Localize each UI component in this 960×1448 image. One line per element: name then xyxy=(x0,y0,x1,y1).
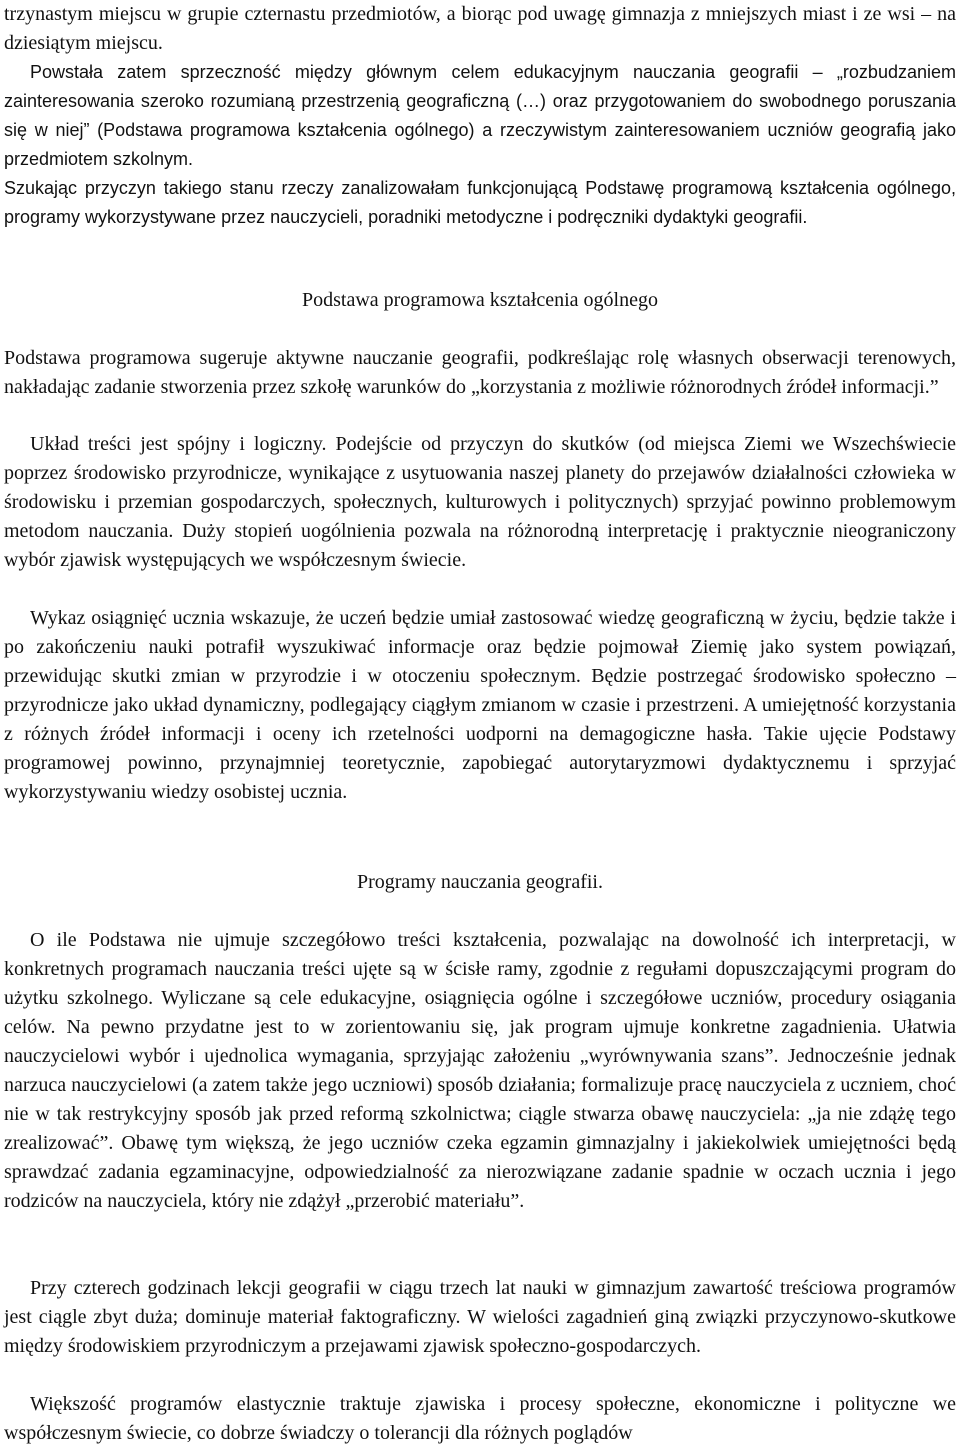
intro-paragraph-continuation: trzynastym miejscu w grupie czternastu przedmiotów, a biorąc pod uwagę gimnazja z mniejszych miast i ze wsi – na dziesiątym miejscu. xyxy=(4,3,956,54)
intro-paragraph-contradiction: Powstała zatem sprzeczność między głównym celem edukacyjnym nauczania geografii – „rozbudzaniem zainteresowania szeroko rozumianą przestrzenią geograficzną (…) oraz przygotowaniem do swobodnego poruszania się w niej” (Podstawa programowa kształcenia ogólnego) a rzeczywistym zainteresowaniem uczniów geografią jako przedmiotem szkolnym. xyxy=(4,62,956,169)
programy-paragraph-1: O ile Podstawa nie ujmuje szczegółowo treści kształcenia, pozwalając na dowolność ich interpretacji, w konkretnych programach nauczania treści ujęte są w ścisłe ramy, zgodnie z regułami dopuszczającymi program do użytku szkolnego. Wyliczane są cele edukacyjne, osiągnięcia ogólne i szczegółowe uczniów, procedury osiągania celów. Na pewno przydatne jest to w zorientowaniu się, jak program ujmuje konkretne zagadnienia. Ułatwia nauczycielowi wybór i ujednolica wymagania, sprzyjając założeniu „wyrównywania szans”. Jednocześnie jednak narzuca nauczycielowi (a zatem także jego uczniowi) sposób działania; formalizuje pracę nauczyciela z uczniem, choć nie w tak restrykcyjny sposób jak przed reformą szkolnictwa; ciągle stwarza obawę nauczyciela: „ja nie zdążę tego zrealizować”. Obawę tym większą, że jego uczniów czeka egzamin gimnazjalny i jakiekolwiek umiejętności będą sprawdzać zadania egzaminacyjne, odpowiedzialność za nierozwiązane zadanie spadnie w oczach ucznia i jego rodziców na nauczyciela, który nie zdążył „przerobić materiału”. xyxy=(4,929,956,1212)
podstawa-paragraph-2-lead: Układ treści jest spójny i logiczny. xyxy=(30,433,327,455)
intro-paragraph-analysis: Szukając przyczyn takiego stanu rzeczy zanalizowałam funkcjonującą Podstawę programową kształcenia ogólnego, programy wykorzystywane przez nauczycieli, poradniki metodyczne i podręczniki dydaktyki geografii. xyxy=(4,178,956,227)
podstawa-paragraph-1: Podstawa programowa sugeruje aktywne nauczanie geografii, podkreślając rolę własnych obserwacji terenowych, nakładając zadanie stworzenia przez szkołę warunków do „korzystania z możliwie różnorodnych źródeł informacji.” xyxy=(4,347,956,398)
programy-paragraph-2: Przy czterech godzinach lekcji geografii w ciągu trzech lat nauki w gimnazjum zawartość treściowa programów jest ciągle zbyt duża; dominuje materiał faktograficzny. W wielości zagadnień giną związki przyczynowo-skutkowe między środowiskiem przyrodniczym a przejawami zjawisk społeczno-gospodarczych. xyxy=(4,1277,956,1357)
section-heading-podstawa: Podstawa programowa kształcenia ogólnego xyxy=(301,289,658,311)
podstawa-paragraph-3: Wykaz osiągnięć ucznia wskazuje, że uczeń będzie umiał zastosować wiedzę geograficzną w życiu, będzie także i po zakończeniu nauki potrafił wyszukiwać informacje oraz będzie pojmował Ziemię jako system powiązań, przewidując skutki zmian w przyrodzie i w otoczeniu społecznym. Będzie postrzegać środowisko społeczno – przyrodnicze jako układ dynamiczny, podlegający ciągłym zmianom w czasie i przestrzeni. A umiejętność korzystania z różnych źródeł informacji i oceny ich rzetelności uodporni na demagogiczne hasła. Takie ujęcie Podstawy programowej powinno, przynajmniej teoretycznie, zapobiegać autorytaryzmowi dydaktycznemu i sprzyjać wykorzystywaniu wiedzy osobistej ucznia. xyxy=(4,607,956,803)
podstawa-paragraph-2 xyxy=(4,430,956,575)
programy-paragraph-3: Większość programów elastycznie traktuje zjawiska i procesy społeczne, ekonomiczne i polityczne we współczesnym świecie, co dobrze świadczy o tolerancji dla różnych poglądów xyxy=(4,1393,956,1444)
section-heading-programy: Programy nauczania geografii. xyxy=(356,871,603,893)
podstawa-paragraph-2-rest: Podejście od przyczyn do skutków (od miejsca Ziemi we Wszechświecie poprzez środowisko przyrodnicze, wynikające z usytuowania naszej planety do przejawów działalności człowieka w środowisku i przemian gospodarczych, społecznych, kulturowych i politycznych) sprzyjać powinno problemowym metodom nauczania. Duży stopień uogólnienia pozwala na różnorodną interpretację i praktycznie nieograniczony wybór zjawisk występujących we współczesnym świecie. xyxy=(4,433,957,571)
